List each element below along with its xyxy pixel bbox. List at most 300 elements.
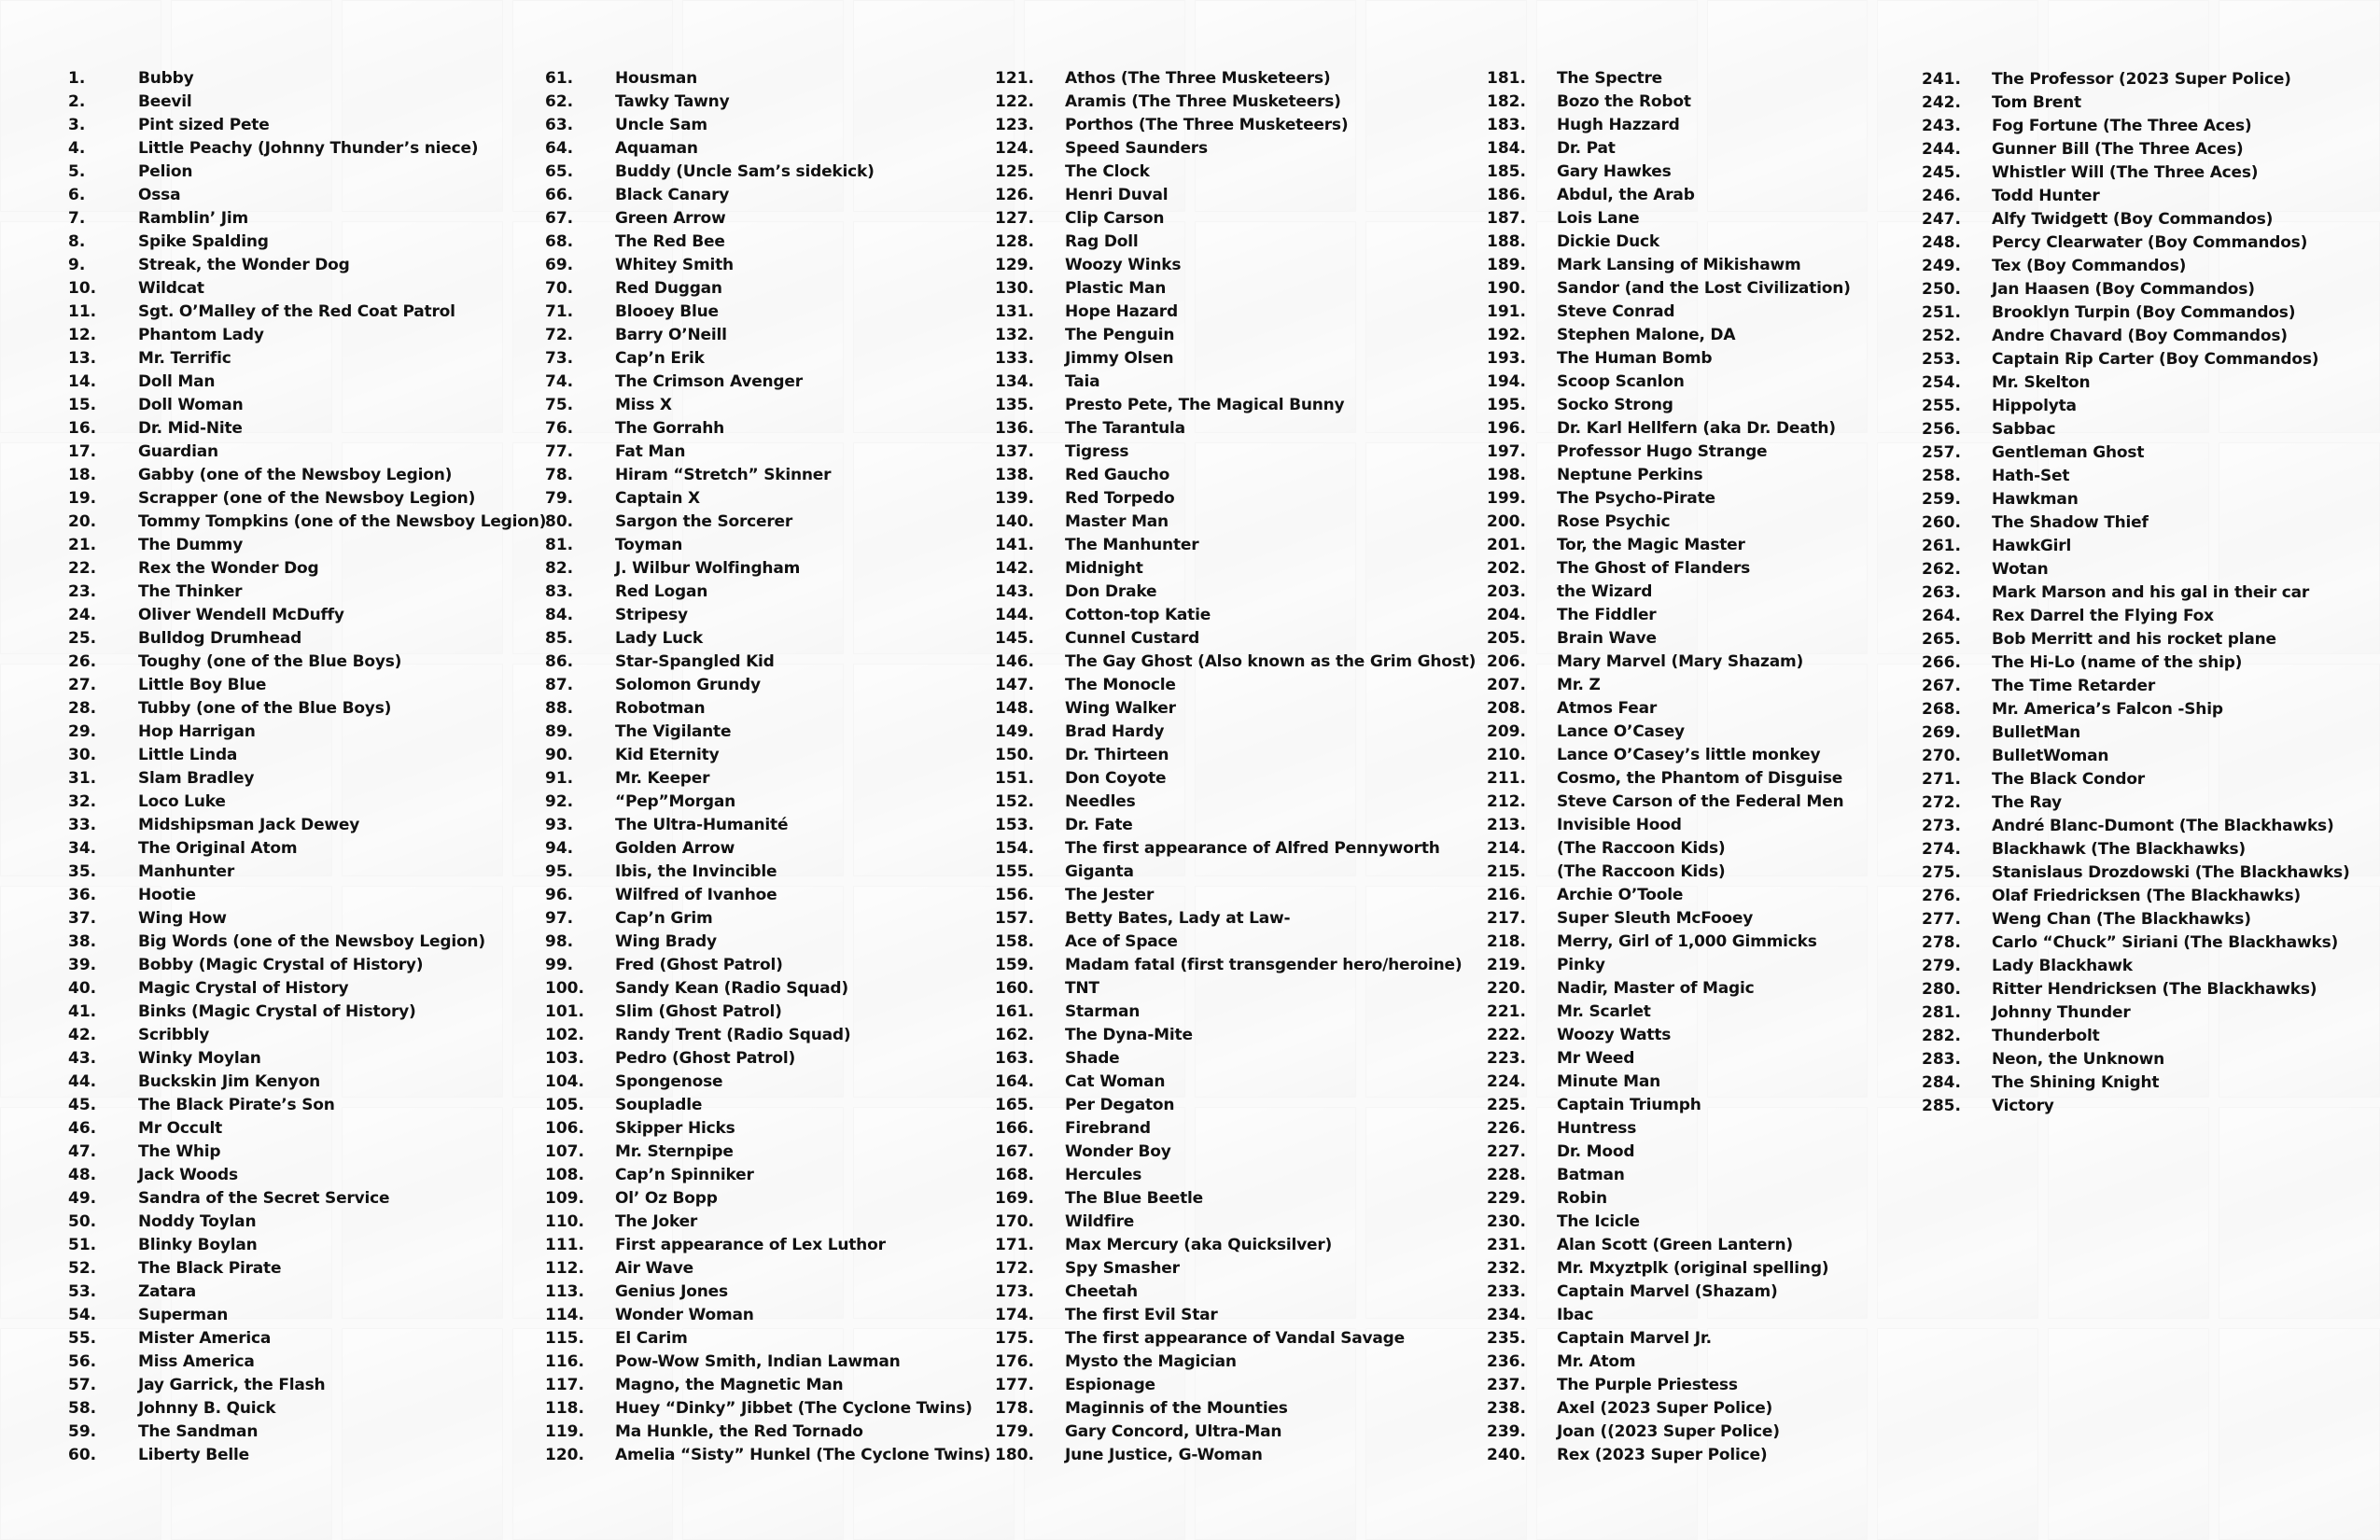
index-entry (1922, 907, 2350, 931)
entry-number: 210. (1487, 745, 1526, 764)
entry-character-name: Bulldog Drumhead (138, 628, 302, 648)
entry-character-name: Doll Woman (138, 395, 244, 414)
index-entry (1487, 1000, 1851, 1023)
entry-character-name: Genius Jones (615, 1281, 728, 1301)
entry-character-name: Mr. Sternpipe (615, 1141, 734, 1161)
entry-character-name: (The Raccoon Kids) (1557, 838, 1726, 858)
index-entry (995, 1256, 1476, 1280)
entry-character-name: Brain Wave (1557, 628, 1657, 648)
entry-character-name: Robotman (615, 698, 706, 718)
index-entry (68, 90, 546, 113)
entry-character-name: Woozy Winks (1065, 255, 1182, 274)
index-entry (995, 930, 1476, 953)
index-entry (545, 743, 990, 766)
entry-character-name: BulletMan (1992, 722, 2081, 742)
entry-number: 11. (68, 301, 97, 321)
index-entry (1922, 511, 2350, 534)
entry-number: 159. (995, 955, 1034, 974)
entry-character-name: Hugh Hazzard (1557, 115, 1680, 134)
entry-character-name: Captain Marvel (Shazam) (1557, 1281, 1778, 1301)
index-entry (1487, 1373, 1851, 1396)
entry-character-name: Wildcat (138, 278, 204, 298)
entry-character-name: Ace of Space (1065, 931, 1178, 951)
entry-number: 217. (1487, 908, 1526, 928)
index-entry (68, 1163, 546, 1186)
entry-character-name: HawkGirl (1992, 536, 2072, 555)
entry-number: 28. (68, 698, 97, 718)
entry-number: 198. (1487, 465, 1526, 484)
entry-character-name: Dr. Pat (1557, 138, 1616, 158)
entry-number: 174. (995, 1305, 1034, 1324)
index-entry (1487, 1256, 1851, 1280)
entry-number: 60. (68, 1445, 97, 1464)
entry-number: 117. (545, 1375, 584, 1394)
entry-character-name: Magic Crystal of History (138, 978, 349, 998)
entry-character-name: Beevil (138, 91, 192, 111)
index-entry (1922, 534, 2350, 557)
index-entry (1922, 137, 2350, 161)
entry-character-name: Wing How (138, 908, 227, 928)
index-entry (1487, 1186, 1851, 1210)
entry-number: 156. (995, 885, 1034, 904)
index-entry (995, 790, 1476, 813)
entry-character-name: Fat Man (615, 441, 686, 461)
index-entry (68, 1000, 546, 1023)
index-entry (1922, 837, 2350, 861)
entry-character-name: The Purple Priestess (1557, 1375, 1738, 1394)
entry-number: 73. (545, 348, 574, 368)
entry-number: 67. (545, 208, 574, 228)
entry-number: 136. (995, 418, 1034, 438)
entry-character-name: The Gorrahh (615, 418, 725, 438)
entry-number: 27. (68, 675, 97, 694)
index-entry (68, 860, 546, 883)
entry-character-name: El Carim (615, 1328, 688, 1348)
entry-number: 84. (545, 605, 574, 624)
entry-character-name: Tommy Tompkins (one of the Newsboy Legion) (138, 511, 547, 531)
index-entry (1922, 954, 2350, 977)
index-entry (995, 1326, 1476, 1350)
entry-character-name: Solomon Grundy (615, 675, 761, 694)
entry-character-name: Ma Hunkle, the Red Tornado (615, 1421, 863, 1441)
entry-character-name: Blackhawk (The Blackhawks) (1992, 839, 2246, 859)
entry-character-name: Alfy Twidgett (Boy Commandos) (1992, 209, 2274, 229)
index-entry (1487, 930, 1851, 953)
entry-number: 51. (68, 1235, 97, 1254)
index-entry (995, 510, 1476, 533)
entry-character-name: Hiram “Stretch” Skinner (615, 465, 832, 484)
entry-character-name: Thunderbolt (1992, 1026, 2100, 1045)
entry-number: 99. (545, 955, 574, 974)
index-entry (545, 323, 990, 346)
entry-character-name: Huey “Dinky” Jibbet (The Cyclone Twins) (615, 1398, 973, 1418)
entry-character-name: Fog Fortune (The Three Aces) (1992, 116, 2252, 135)
entry-character-name: Porthos (The Three Musketeers) (1065, 115, 1349, 134)
index-entry (1922, 91, 2350, 114)
entry-number: 248. (1922, 232, 1961, 252)
entry-number: 42. (68, 1025, 97, 1044)
index-entry (995, 486, 1476, 510)
entry-number: 64. (545, 138, 574, 158)
entry-character-name: Taia (1065, 371, 1100, 391)
entry-character-name: Olaf Friedricksen (The Blackhawks) (1992, 886, 2301, 905)
index-entry (1922, 67, 2350, 91)
index-entry (1922, 301, 2350, 324)
index-entry (1487, 696, 1851, 720)
index-entry (995, 696, 1476, 720)
entry-number: 91. (545, 768, 574, 788)
entry-number: 107. (545, 1141, 584, 1161)
entry-number: 166. (995, 1118, 1034, 1138)
entry-character-name: Lady Luck (615, 628, 703, 648)
index-entry (68, 580, 546, 603)
index-entry (1487, 253, 1851, 276)
entry-character-name: Mr. Terrific (138, 348, 231, 368)
index-entry (545, 953, 990, 976)
index-entry (995, 1046, 1476, 1070)
entry-character-name: Professor Hugo Strange (1557, 441, 1768, 461)
entry-number: 92. (545, 791, 574, 811)
entry-number: 68. (545, 231, 574, 251)
entry-character-name: Don Coyote (1065, 768, 1167, 788)
entry-number: 285. (1922, 1096, 1961, 1115)
entry-character-name: Noddy Toylan (138, 1211, 257, 1231)
entry-character-name: Air Wave (615, 1258, 693, 1278)
entry-number: 258. (1922, 466, 1961, 485)
index-entry (1922, 744, 2350, 767)
index-entry (1487, 113, 1851, 136)
index-entry (1922, 931, 2350, 954)
index-column-1 (68, 66, 546, 1466)
entry-number: 234. (1487, 1305, 1526, 1324)
index-entry (995, 370, 1476, 393)
index-entry (1922, 1094, 2350, 1117)
index-entry (995, 1140, 1476, 1163)
entry-number: 34. (68, 838, 97, 858)
entry-character-name: Whistler Will (The Three Aces) (1992, 162, 2259, 182)
entry-character-name: The Penguin (1065, 325, 1175, 344)
index-entry (1922, 1071, 2350, 1094)
entry-number: 214. (1487, 838, 1526, 858)
entry-number: 253. (1922, 349, 1961, 369)
index-entry (1922, 721, 2350, 744)
index-entry (1487, 1163, 1851, 1186)
entry-number: 216. (1487, 885, 1526, 904)
entry-character-name: Rex the Wonder Dog (138, 558, 319, 578)
index-entry (1487, 416, 1851, 440)
entry-number: 129. (995, 255, 1034, 274)
entry-number: 131. (995, 301, 1034, 321)
index-entry (545, 906, 990, 930)
entry-character-name: The Tarantula (1065, 418, 1185, 438)
entry-character-name: The first appearance of Vandal Savage (1065, 1328, 1405, 1348)
entry-character-name: Max Mercury (aka Quicksilver) (1065, 1235, 1333, 1254)
index-entry (995, 1373, 1476, 1396)
entry-character-name: Clip Carson (1065, 208, 1165, 228)
index-entry (995, 160, 1476, 183)
index-entry (1487, 976, 1851, 1000)
entry-character-name: Stanislaus Drozdowski (The Blackhawks) (1992, 862, 2350, 882)
index-entry (68, 463, 546, 486)
index-entry (1487, 1326, 1851, 1350)
entry-character-name: Lois Lane (1557, 208, 1640, 228)
index-entry (995, 416, 1476, 440)
entry-character-name: The Dyna-Mite (1065, 1025, 1193, 1044)
index-entry (545, 463, 990, 486)
index-entry (1487, 673, 1851, 696)
index-entry (545, 206, 990, 230)
index-entry (68, 206, 546, 230)
entry-number: 128. (995, 231, 1034, 251)
entry-character-name: Midnight (1065, 558, 1143, 578)
entry-character-name: Cotton-top Katie (1065, 605, 1211, 624)
entry-number: 241. (1922, 69, 1961, 89)
index-entry (995, 1093, 1476, 1116)
entry-character-name: Bozo the Robot (1557, 91, 1691, 111)
entry-number: 277. (1922, 909, 1961, 929)
entry-character-name: Doll Man (138, 371, 216, 391)
entry-character-name: Gabby (one of the Newsboy Legion) (138, 465, 453, 484)
entry-number: 103. (545, 1048, 584, 1068)
index-entry (545, 1210, 990, 1233)
entry-character-name: Dr. Fate (1065, 815, 1133, 834)
index-entry (995, 673, 1476, 696)
entry-number: 271. (1922, 769, 1961, 789)
entry-character-name: The Jester (1065, 885, 1155, 904)
entry-character-name: Dr. Mid-Nite (138, 418, 243, 438)
entry-number: 1. (68, 68, 86, 88)
entry-number: 76. (545, 418, 574, 438)
index-entry (68, 1350, 546, 1373)
index-entry (545, 720, 990, 743)
entry-character-name: Cap’n Erik (615, 348, 705, 368)
index-entry (1487, 1443, 1851, 1466)
index-entry (995, 136, 1476, 160)
entry-number: 9. (68, 255, 86, 274)
index-entry (1922, 114, 2350, 137)
index-entry (545, 813, 990, 836)
entry-number: 178. (995, 1398, 1034, 1418)
index-entry (995, 230, 1476, 253)
index-column-4 (1487, 66, 1851, 1466)
index-entry (995, 1186, 1476, 1210)
entry-character-name: Hippolyta (1992, 396, 2077, 415)
entry-character-name: Hawkman (1992, 489, 2079, 509)
entry-character-name: Whitey Smith (615, 255, 734, 274)
entry-number: 218. (1487, 931, 1526, 951)
index-entry (68, 1046, 546, 1070)
index-entry (1487, 883, 1851, 906)
index-entry (1487, 206, 1851, 230)
entry-character-name: The first Evil Star (1065, 1305, 1218, 1324)
entry-character-name: Barry O’Neill (615, 325, 727, 344)
entry-number: 3. (68, 115, 86, 134)
entry-number: 35. (68, 861, 97, 881)
index-entry (995, 463, 1476, 486)
entry-number: 132. (995, 325, 1034, 344)
entry-character-name: Brad Hardy (1065, 721, 1165, 741)
index-entry (68, 1186, 546, 1210)
entry-character-name: Pedro (Ghost Patrol) (615, 1048, 796, 1068)
entry-number: 142. (995, 558, 1034, 578)
entry-character-name: Tex (Boy Commandos) (1992, 256, 2187, 275)
entry-character-name: Henri Duval (1065, 185, 1169, 204)
index-entry (1922, 371, 2350, 394)
entry-number: 202. (1487, 558, 1526, 578)
index-entry (995, 1280, 1476, 1303)
entry-number: 26. (68, 651, 97, 671)
index-entry (68, 1443, 546, 1466)
entry-character-name: Toughy (one of the Blue Boys) (138, 651, 402, 671)
entry-character-name: Black Canary (615, 185, 730, 204)
entry-number: 59. (68, 1421, 97, 1441)
entry-number: 247. (1922, 209, 1961, 229)
index-entry (68, 510, 546, 533)
entry-character-name: the Wizard (1557, 581, 1653, 601)
entry-number: 111. (545, 1235, 584, 1254)
index-entry (68, 1280, 546, 1303)
entry-number: 44. (68, 1071, 97, 1091)
entry-number: 30. (68, 745, 97, 764)
index-entry (545, 1373, 990, 1396)
index-entry (995, 906, 1476, 930)
index-entry (545, 113, 990, 136)
entry-character-name: Wilfred of Ivanhoe (615, 885, 777, 904)
entry-character-name: Dr. Karl Hellfern (aka Dr. Death) (1557, 418, 1836, 438)
index-entry (1487, 953, 1851, 976)
entry-character-name: Uncle Sam (615, 115, 707, 134)
entry-number: 77. (545, 441, 574, 461)
entry-number: 204. (1487, 605, 1526, 624)
entry-character-name: Johnny B. Quick (138, 1398, 276, 1418)
index-entry (995, 206, 1476, 230)
index-entry (68, 533, 546, 556)
entry-character-name: Soupladle (615, 1095, 703, 1114)
index-entry (545, 1046, 990, 1070)
index-entry (1922, 674, 2350, 697)
entry-number: 81. (545, 535, 574, 554)
index-entry (995, 533, 1476, 556)
index-entry (545, 1186, 990, 1210)
entry-character-name: Master Man (1065, 511, 1169, 531)
entry-number: 122. (995, 91, 1034, 111)
index-entry (995, 440, 1476, 463)
entry-character-name: Huntress (1557, 1118, 1637, 1138)
entry-character-name: Manhunter (138, 861, 235, 881)
entry-number: 169. (995, 1188, 1034, 1208)
index-entry (995, 603, 1476, 626)
index-entry (1487, 276, 1851, 300)
index-entry (68, 183, 546, 206)
entry-character-name: The Time Retarder (1992, 676, 2156, 695)
entry-number: 192. (1487, 325, 1526, 344)
index-entry (68, 1070, 546, 1093)
entry-number: 62. (545, 91, 574, 111)
index-entry (1487, 533, 1851, 556)
index-entry (995, 1350, 1476, 1373)
entry-character-name: Giganta (1065, 861, 1134, 881)
entry-character-name: The Gay Ghost (Also known as the Grim Ghost) (1065, 651, 1477, 671)
entry-character-name: Don Drake (1065, 581, 1157, 601)
index-entry (545, 1443, 990, 1466)
entry-number: 137. (995, 441, 1034, 461)
entry-number: 176. (995, 1351, 1034, 1371)
index-entry (545, 393, 990, 416)
entry-number: 170. (995, 1211, 1034, 1231)
entry-number: 150. (995, 745, 1034, 764)
entry-character-name: Pelion (138, 161, 193, 181)
entry-number: 58. (68, 1398, 97, 1418)
index-entry (1487, 1280, 1851, 1303)
entry-character-name: Bobby (Magic Crystal of History) (138, 955, 424, 974)
index-entry (545, 510, 990, 533)
entry-character-name: Gunner Bill (The Three Aces) (1992, 139, 2244, 159)
entry-character-name: Jimmy Olsen (1065, 348, 1174, 368)
index-entry (995, 1163, 1476, 1186)
index-entry (68, 136, 546, 160)
index-entry (545, 673, 990, 696)
entry-character-name: Miss America (138, 1351, 255, 1371)
index-entry (995, 1420, 1476, 1443)
entry-character-name: Plastic Man (1065, 278, 1167, 298)
index-entry (545, 836, 990, 860)
entry-number: 189. (1487, 255, 1526, 274)
index-entry (545, 346, 990, 370)
entry-character-name: Tubby (one of the Blue Boys) (138, 698, 392, 718)
index-entry (68, 1093, 546, 1116)
entry-character-name: The Black Condor (1992, 769, 2145, 789)
entry-number: 211. (1487, 768, 1526, 788)
index-entry (1922, 697, 2350, 721)
index-entry (545, 883, 990, 906)
entry-number: 29. (68, 721, 97, 741)
entry-number: 151. (995, 768, 1034, 788)
entry-number: 126. (995, 185, 1034, 204)
entry-number: 97. (545, 908, 574, 928)
entry-number: 2. (68, 91, 86, 111)
index-entry (1487, 393, 1851, 416)
entry-character-name: The Fiddler (1557, 605, 1657, 624)
index-entry (68, 370, 546, 393)
index-entry (1922, 161, 2350, 184)
entry-character-name: The Thinker (138, 581, 243, 601)
entry-character-name: Pint sized Pete (138, 115, 270, 134)
index-entry (995, 766, 1476, 790)
index-entry (68, 1023, 546, 1046)
entry-character-name: Woozy Watts (1557, 1025, 1672, 1044)
entry-number: 24. (68, 605, 97, 624)
entry-number: 283. (1922, 1049, 1961, 1069)
entry-character-name: Red Torpedo (1065, 488, 1175, 508)
index-entry (545, 1070, 990, 1093)
entry-character-name: Captain X (615, 488, 700, 508)
entry-number: 272. (1922, 792, 1961, 812)
entry-number: 200. (1487, 511, 1526, 531)
entry-number: 138. (995, 465, 1034, 484)
index-entry (68, 66, 546, 90)
index-entry (545, 1303, 990, 1326)
entry-number: 45. (68, 1095, 97, 1114)
entry-number: 205. (1487, 628, 1526, 648)
entry-number: 40. (68, 978, 97, 998)
entry-number: 209. (1487, 721, 1526, 741)
index-entry (1487, 1420, 1851, 1443)
index-entry (1487, 860, 1851, 883)
entry-character-name: Hercules (1065, 1165, 1142, 1184)
entry-character-name: Gary Hawkes (1557, 161, 1672, 181)
entry-number: 215. (1487, 861, 1526, 881)
entry-number: 222. (1487, 1025, 1526, 1044)
